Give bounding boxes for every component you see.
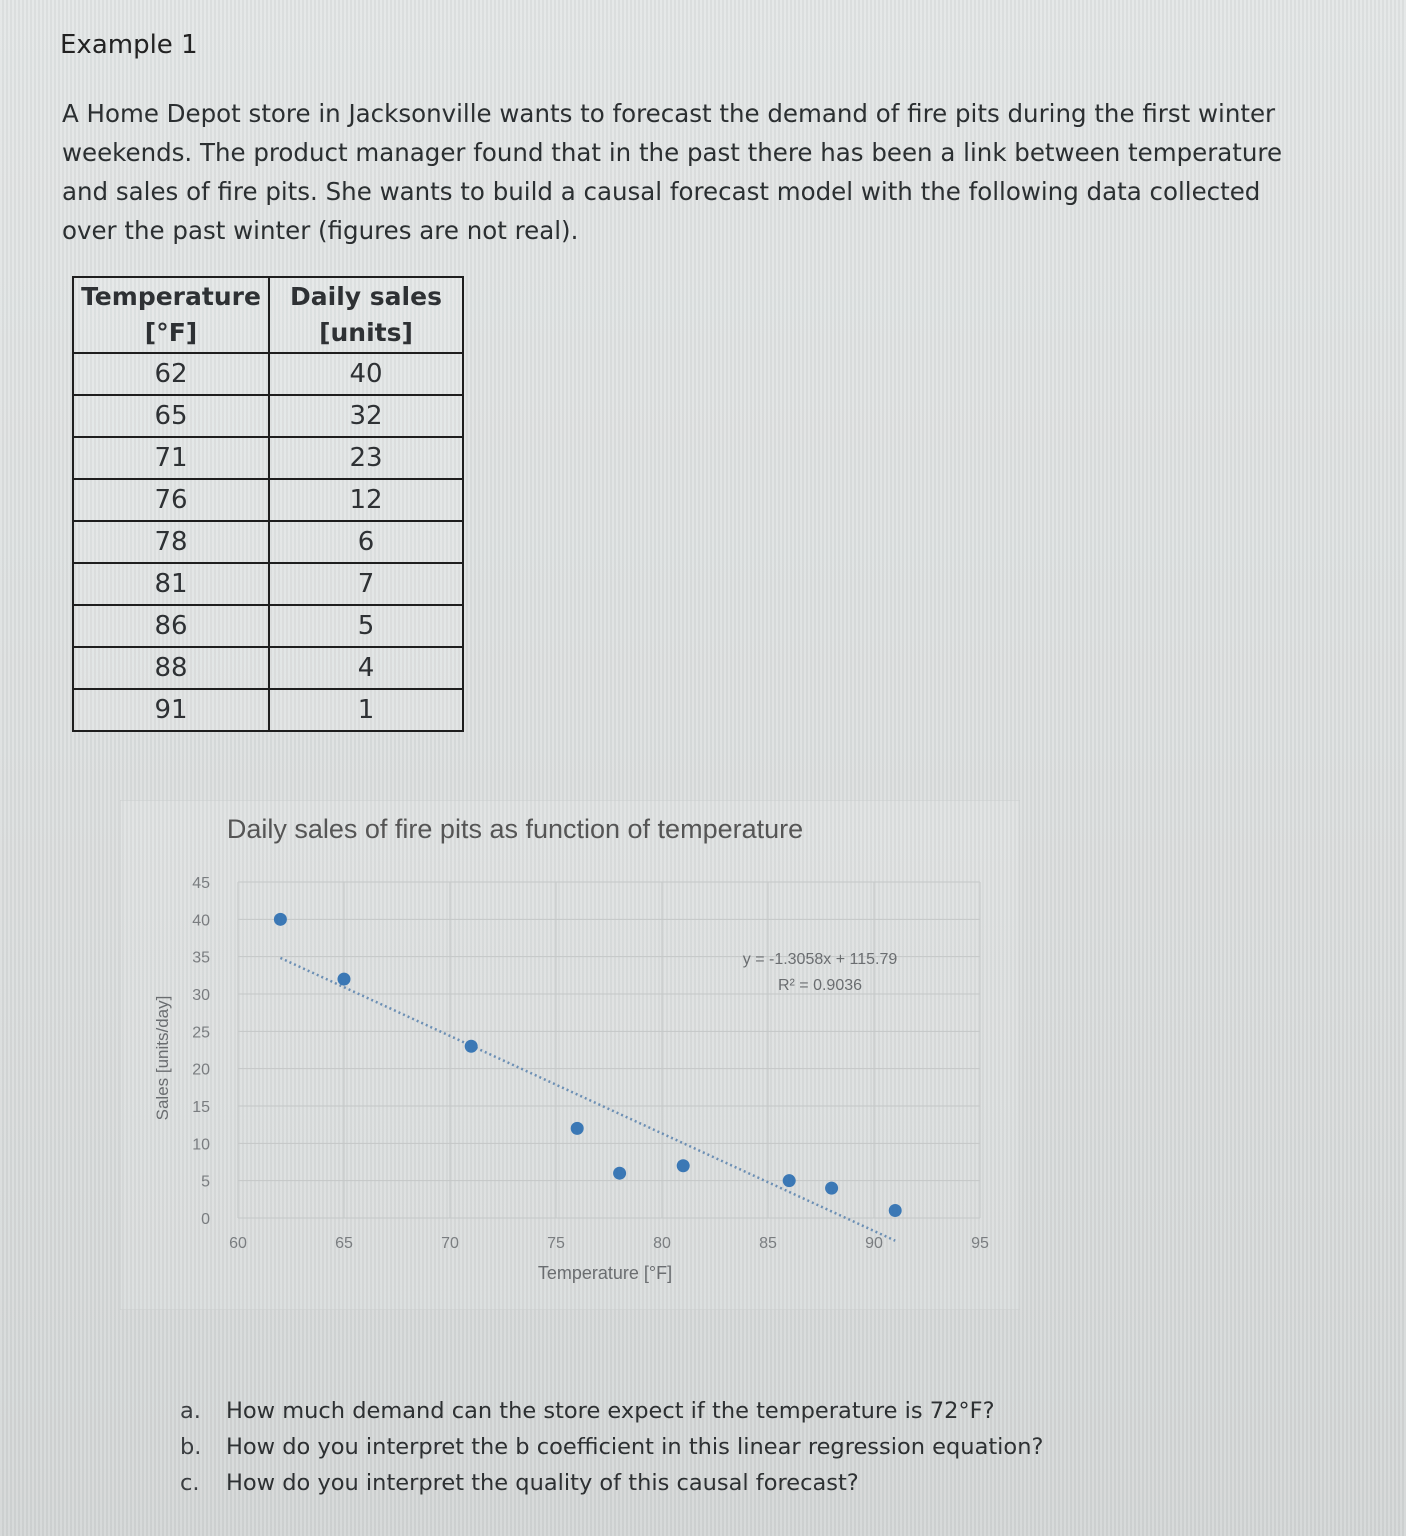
question-item: [180, 1393, 1043, 1429]
cell-temperature: 86: [73, 605, 269, 647]
question-text: How do you interpret the quality of this causal forecast?: [226, 1470, 859, 1496]
question-letter: c.: [180, 1470, 200, 1496]
cell-temperature: 88: [73, 647, 269, 689]
cell-sales: 7: [269, 563, 463, 605]
chart-title: Daily sales of fire pits as function of temperature: [226, 814, 804, 844]
example-heading: Example 1: [60, 30, 198, 60]
x-tick-label: 85: [759, 1235, 777, 1252]
cell-sales: 6: [269, 521, 463, 563]
question-text: How do you interpret the b coefficient in this linear regression equation?: [226, 1434, 1044, 1460]
chart-svg: [120, 800, 1020, 1310]
question-text: How much demand can the store expect if the temperature is 72°F?: [226, 1398, 995, 1424]
cell-temperature: 62: [73, 353, 269, 395]
x-tick-label: 60: [229, 1235, 247, 1252]
cell-sales: 23: [269, 437, 463, 479]
y-tick-label: 40: [192, 912, 210, 930]
data-point: [677, 1159, 690, 1172]
table-row: [73, 563, 463, 605]
y-tick-label: 30: [192, 987, 210, 1004]
cell-temperature: 76: [73, 479, 269, 521]
table-row: [73, 437, 463, 479]
cell-temperature: 71: [73, 437, 269, 479]
table-row: [73, 395, 463, 437]
data-point: [889, 1204, 902, 1217]
scatter-chart: [120, 800, 1020, 1310]
r-squared-label: R² = 0.9036: [777, 977, 863, 994]
question-letter: a.: [180, 1398, 201, 1424]
y-tick-label: 25: [192, 1024, 210, 1042]
cell-temperature: 81: [73, 563, 269, 605]
cell-temperature: 65: [73, 395, 269, 437]
data-table: [72, 276, 464, 732]
question-item: [180, 1465, 1043, 1501]
table-row: [73, 521, 463, 563]
x-tick-label: 70: [441, 1235, 459, 1252]
cell-temperature: 91: [73, 689, 269, 731]
y-tick-label: 15: [192, 1099, 210, 1116]
y-tick-label: 0: [201, 1211, 210, 1228]
y-axis-label: Sales [units/day]: [153, 995, 172, 1121]
cell-sales: 5: [269, 605, 463, 647]
data-point: [465, 1040, 478, 1053]
header-daily-sales: Daily sales [units]: [269, 277, 463, 353]
cell-sales: 4: [269, 647, 463, 689]
intro-paragraph: A Home Depot store in Jacksonville wants to forecast the demand of fire pits during the first winter weekends. The product manager found that in the past there has been a link between temperature and sales of fire pits. She wants to build a causal forecast model with the following data collected over the past winter (figures are not real).: [62, 99, 1283, 245]
y-tick-label: 5: [201, 1173, 210, 1191]
x-tick-label: 90: [865, 1235, 883, 1252]
y-tick-label: 45: [192, 875, 210, 892]
x-tick-label: 65: [335, 1235, 353, 1252]
table-row: [73, 689, 463, 731]
data-point: [274, 913, 287, 926]
y-tick-label: 10: [192, 1136, 210, 1154]
cell-sales: 32: [269, 395, 463, 437]
cell-sales: 1: [269, 689, 463, 731]
data-point: [338, 973, 351, 986]
chart-area: [120, 800, 1020, 1310]
table-row: [73, 353, 463, 395]
table-row: [73, 647, 463, 689]
question-list: [180, 1393, 1043, 1501]
table-header-row: [73, 277, 463, 353]
data-point: [825, 1182, 838, 1195]
x-tick-label: 80: [653, 1235, 671, 1252]
cell-sales: 40: [269, 353, 463, 395]
question-item: [180, 1429, 1043, 1465]
header-temperature: Temperature [°F]: [73, 277, 269, 353]
data-point: [783, 1174, 796, 1187]
question-letter: b.: [180, 1434, 202, 1460]
data-point: [571, 1122, 584, 1135]
data-point: [613, 1167, 626, 1180]
table-row: [73, 479, 463, 521]
table-row: [73, 605, 463, 647]
y-tick-label: 35: [192, 949, 210, 967]
y-tick-label: 20: [192, 1061, 210, 1079]
trendline-equation: y = -1.3058x + 115.79: [742, 951, 898, 968]
x-axis-label: Temperature [°F]: [537, 1263, 673, 1283]
x-tick-label: 75: [547, 1235, 565, 1252]
cell-sales: 12: [269, 479, 463, 521]
cell-temperature: 78: [73, 521, 269, 563]
x-tick-label: 95: [971, 1235, 989, 1252]
